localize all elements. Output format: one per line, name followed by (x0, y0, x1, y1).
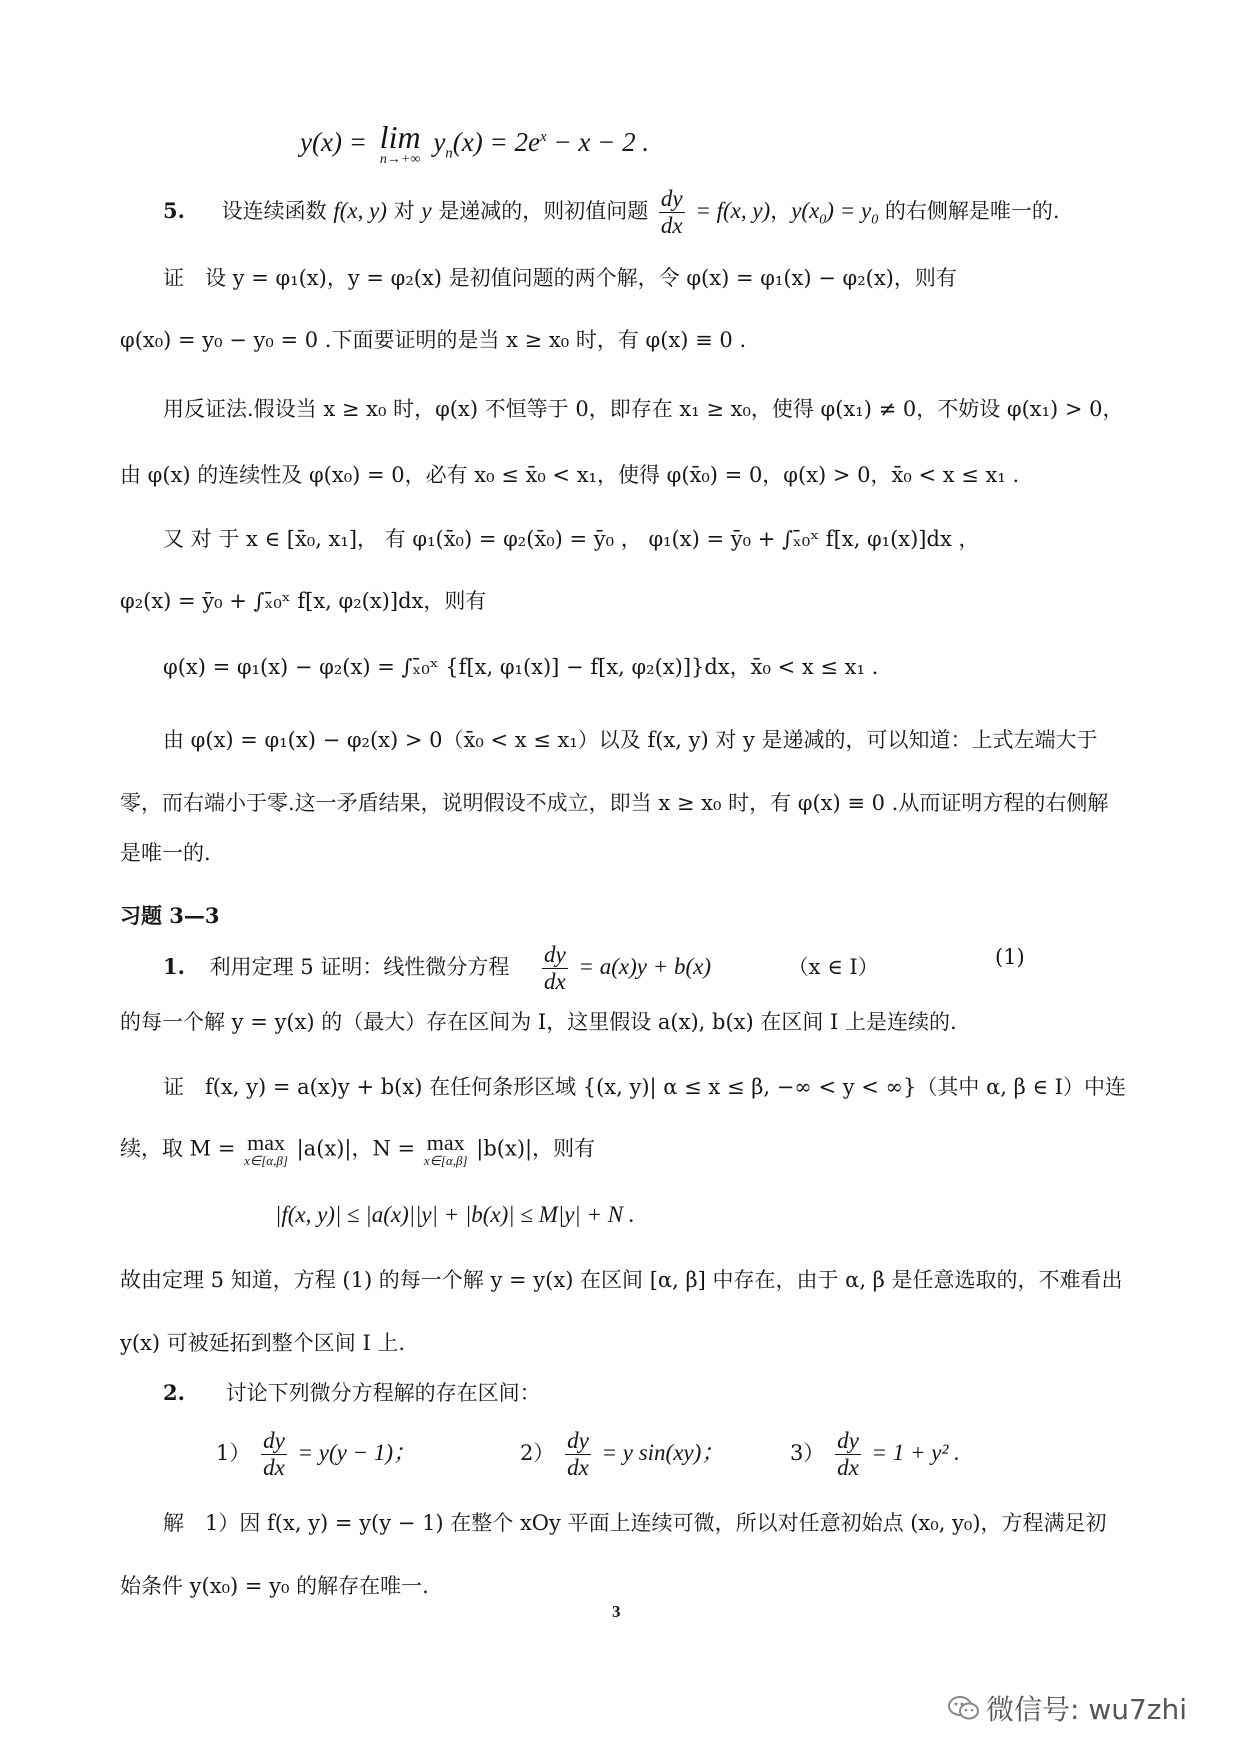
limit-operator: lim n→+∞ (379, 119, 421, 167)
watermark-text: 微信号: wu7zhi (986, 1693, 1188, 1726)
equation-tag: (1) (995, 945, 1025, 969)
max-operator: max x∈[α,β] (244, 1130, 288, 1168)
exercise-1-proof-2: 续，取 M = max x∈[α,β] |a(x)|，N = max x∈[α,β] |b(x)|，则有 (120, 1130, 596, 1168)
problem-number: 5. (163, 198, 185, 223)
proof-line-10: 是唯一的. (120, 841, 211, 865)
exercise-1-line-2: 的每一个解 y = y(x) 的（最大）存在区间为 I，这里假设 a(x), b(x) 在区间 I 上是连续的. (120, 1010, 957, 1034)
derivative-fraction: $\frac{dy}{dx}$ (544, 942, 566, 994)
exercise-2-item-1: 1） $\frac{dy}{dx}$ = y(y − 1)； (216, 1428, 416, 1480)
derivative-fraction: $\frac{dy}{dx}$ (263, 1428, 285, 1480)
proof-line-6: φ₂(x) = ȳ₀ + ∫ₓ̄₀ˣ f[x, φ₂(x)]dx，则有 (120, 589, 487, 613)
proof-line-8: 由 φ(x) = φ₁(x) − φ₂(x) > 0（x̄₀ < x ≤ x₁）以及 f(x, y) 对 y 是递减的，可以知道：上式左端大于 (163, 728, 1098, 752)
exercise-1-proof-3: 故由定理 5 知道，方程 (1) 的每一个解 y = y(x) 在区间 [α, β] 中存在，由于 α, β 是任意选取的，不难看出 (120, 1268, 1123, 1292)
proof-line-5: 又 对 于 x ∈ [x̄₀, x₁]， 有 φ₁(x̄₀) = φ₂(x̄₀) = ȳ₀ ， φ₁(x) = ȳ₀ + ∫ₓ̄₀ˣ f[x, φ₁(x)]dx ， (163, 527, 980, 551)
problem-number: 2. (163, 1380, 185, 1405)
proof-line-1: 证 设 y = φ₁(x)，y = φ₂(x) 是初值问题的两个解，令 φ(x) = φ₁(x) − φ₂(x)，则有 (163, 266, 957, 290)
exercise-1-proof-4: y(x) 可被延拓到整个区间 I 上. (120, 1331, 406, 1355)
derivative-fraction: $\frac{dy}{dx}$ (567, 1428, 589, 1480)
exercise-2: 2. 讨论下列微分方程解的存在区间： (163, 1380, 541, 1405)
proof-line-2: φ(x₀) = y₀ − y₀ = 0 .下面要证明的是当 x ≥ x₀ 时，有 φ(x) ≡ 0 . (120, 328, 747, 352)
problem-number: 1. (163, 954, 185, 979)
proof-line-4: 由 φ(x) 的连续性及 φ(x₀) = 0，必有 x₀ ≤ x̄₀ < x₁，使得 φ(x̄₀) = 0，φ(x) > 0，x̄₀ < x ≤ x₁ . (120, 463, 1020, 487)
wechat-icon (948, 1695, 978, 1721)
section-heading: 习题 3—3 (120, 903, 220, 928)
proof-line-9: 零，而右端小于零.这一矛盾结果，说明假设不成立，即当 x ≥ x₀ 时，有 φ(x) ≡ 0 .从而证明方程的右侧解 (120, 791, 1109, 815)
exercise-1: 1. 利用定理 5 证明：线性微分方程 $\frac{dy}{dx}$ = a(x)y + b(x) （x ∈ I） (163, 942, 879, 994)
exercise-2-item-3: 3） $\frac{dy}{dx}$ = 1 + y² . (790, 1428, 960, 1480)
page-number: 3 (612, 1602, 621, 1621)
limit-equation: y(x) = lim n→+∞ $y_n(x) = 2e^x - x - 2$ . (300, 119, 650, 167)
problem-5: 5. 设连续函数 f(x, y) 对 y 是递减的，则初值问题 $\frac{dy}{dx}$ = f(x, y)，$y(x_0) = y_0$ 的右侧解是唯一的. (163, 186, 1060, 238)
solution-line-2: 始条件 y(x₀) = y₀ 的解存在唯一. (120, 1574, 429, 1598)
exercise-1-proof-1: 证 f(x, y) = a(x)y + b(x) 在任何条形区域 {(x, y)| α ≤ x ≤ β, −∞ < y < ∞}（其中 α, β ∈ I）中连 (163, 1075, 1126, 1099)
proof-line-3: 用反证法.假设当 x ≥ x₀ 时，φ(x) 不恒等于 0，即存在 x₁ ≥ x₀，使得 φ(x₁) ≠ 0，不妨设 φ(x₁) > 0， (163, 397, 1124, 421)
max-operator: max x∈[α,β] (423, 1130, 468, 1168)
derivative-fraction: $\frac{dy}{dx}$ (837, 1428, 859, 1480)
inequality-line: |f(x, y)| ≤ |a(x)||y| + |b(x)| ≤ M|y| + N . (275, 1202, 635, 1227)
derivative-fraction: $\frac{dy}{dx}$ (660, 186, 683, 238)
proof-line-7: φ(x) = φ₁(x) − φ₂(x) = ∫ₓ̄₀ˣ {f[x, φ₁(x)] − f[x, φ₂(x)]}dx，x̄₀ < x ≤ x₁ . (163, 655, 879, 679)
solution-line-1: 解 1）因 f(x, y) = y(y − 1) 在整个 xOy 平面上连续可微，所以对任意初始点 (x₀, y₀)，方程满足初 (163, 1511, 1107, 1535)
exercise-2-item-2: 2） $\frac{dy}{dx}$ = y sin(xy)； (520, 1428, 725, 1480)
watermark (948, 1688, 1187, 1728)
